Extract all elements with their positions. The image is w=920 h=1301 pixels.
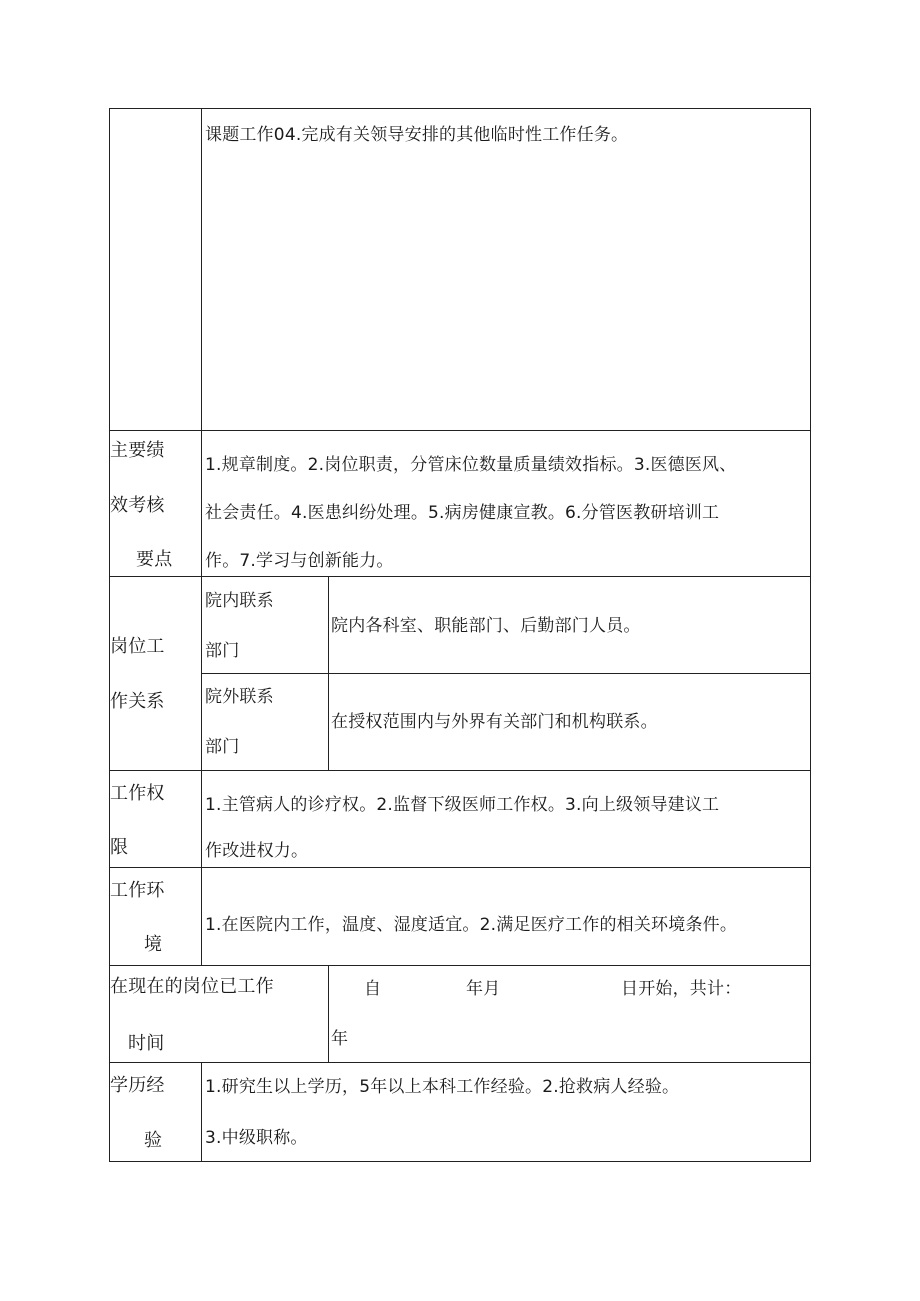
table-border	[109, 108, 811, 109]
education-text: 3.中级职称。	[205, 1128, 308, 1148]
table-col-divider	[328, 576, 329, 770]
education-text: 1.研究生以上学历，5年以上本科工作经验。2.抢救病人经验。	[205, 1077, 680, 1097]
table-row-divider	[109, 965, 811, 966]
performance-text: 1.规章制度。2.岗位职责，分管床位数量质量绩效指标。3.医德医风、	[205, 455, 737, 475]
external-contact-label: 院外联系	[205, 687, 274, 707]
external-contact-value: 在授权范围内与外界有关部门和机构联系。	[331, 712, 658, 732]
table-row-divider	[109, 770, 811, 771]
table-row-divider	[109, 576, 811, 577]
performance-label: 要点	[136, 549, 173, 570]
table-border	[810, 108, 811, 1162]
tenure-day-start: 日开始，共计：	[621, 979, 742, 999]
authority-text: 1.主管病人的诊疗权。2.监督下级医师工作权。3.向上级领导建议工	[205, 795, 720, 815]
tenure-label: 时间	[128, 1033, 165, 1054]
table-col-divider	[201, 1062, 202, 1162]
authority-label: 工作权	[110, 783, 165, 804]
table-col-divider	[328, 965, 329, 1062]
tenure-from: 自	[364, 979, 382, 999]
tenure-year-month: 年月	[466, 979, 501, 999]
internal-contact-label: 部门	[205, 641, 240, 661]
performance-label: 效考核	[110, 495, 165, 516]
table-col-divider	[201, 108, 202, 965]
table-border	[109, 1161, 811, 1162]
environment-text: 1.在医院内工作，温度、湿度适宜。2.满足医疗工作的相关环境条件。	[205, 915, 738, 935]
table-border	[109, 108, 110, 1162]
authority-text: 作改进权力。	[205, 841, 309, 861]
internal-contact-value: 院内各科室、职能部门、后勤部门人员。	[331, 616, 641, 636]
external-contact-label: 部门	[205, 737, 240, 757]
authority-label: 限	[110, 837, 129, 858]
education-label: 验	[144, 1130, 163, 1151]
internal-contact-label: 院内联系	[205, 591, 274, 611]
performance-text: 作。7.学习与创新能力。	[205, 551, 394, 571]
duties-continued-text: 课题工作04.完成有关领导安排的其他临时性工作任务。	[205, 125, 629, 145]
table-row-divider	[109, 1062, 811, 1063]
table-row-divider	[201, 673, 811, 674]
table-row-divider	[109, 430, 811, 431]
tenure-year: 年	[331, 1029, 349, 1049]
performance-label: 主要绩	[110, 440, 165, 461]
relations-label: 岗位工	[110, 636, 165, 657]
performance-text: 社会责任。4.医患纠纷处理。5.病房健康宣教。6.分管医教研培训工	[205, 503, 720, 523]
environment-label: 境	[144, 934, 163, 955]
relations-label: 作关系	[110, 691, 165, 712]
environment-label: 工作环	[110, 880, 165, 901]
tenure-label: 在现在的岗位已工作	[110, 976, 274, 997]
education-label: 学历经	[110, 1075, 165, 1096]
table-row-divider	[109, 867, 811, 868]
